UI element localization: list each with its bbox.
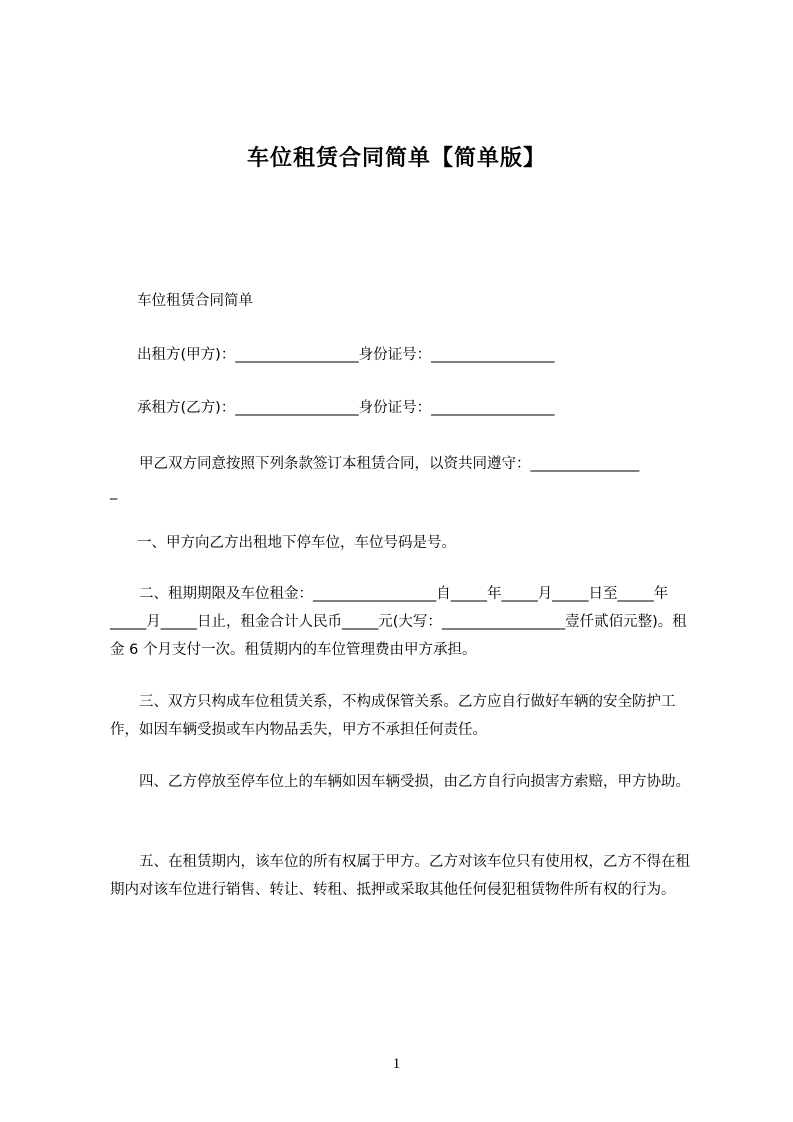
lessee-id-blank: _________________ xyxy=(431,400,555,416)
clause-3: 三、双方只构成车位租赁关系，不构成保管关系。乙方应自行做好车辆的安全防护工作，如因车辆受损或车内物品丢失，甲方不承担任何责任。 xyxy=(110,694,676,738)
clause-2: 二、租期期限及车位租金：_________________自_____年_____月_____日至_____年_____月_____日止，租金合计人民币_____元(大写：_________________壹仟贰佰元整)。租金 6 个月支付一次。租赁期内的车位管理费由甲方承担。 xyxy=(110,586,687,658)
document-title: 车位租赁合同简单【简单版】 xyxy=(246,146,546,171)
lessor-line xyxy=(110,341,727,369)
page-number: 1 xyxy=(392,1056,401,1072)
clause-5: 五、在租赁期内，该车位的所有权属于甲方。乙方对该车位只有使用权，乙方不得在租期内对该车位进行销售、转让、转租、抵押或采取其他任何侵犯租赁物件所有权的行为。 xyxy=(110,854,690,898)
lessor-label: 出租方(甲方)： xyxy=(137,347,236,363)
lessor-id-label: 身份证号： xyxy=(358,347,432,363)
lessor-id-blank: _________________ xyxy=(431,347,555,363)
intro-tail: _ xyxy=(110,484,118,500)
clause-4: 四、乙方停放至停车位上的车辆如因车辆受损，由乙方自行向损害方索赔，甲方协助。 xyxy=(139,774,690,790)
lessee-label: 承租方(乙方)： xyxy=(137,400,236,416)
lessee-id-label: 身份证号： xyxy=(358,400,432,416)
intro-paragraph xyxy=(110,450,729,506)
lessee-line xyxy=(110,394,727,422)
contract-heading: 车位租赁合同简单 xyxy=(137,293,253,309)
lessor-name-blank: _________________ xyxy=(235,347,359,363)
lessee-name-blank: _________________ xyxy=(235,400,359,416)
intro-text: 甲乙双方同意按照下列条款签订本租赁合同，以资共同遵守：_______________ xyxy=(139,456,640,472)
clause-1: 一、甲方向乙方出租地下停车位，车位号码是号。 xyxy=(137,535,456,551)
